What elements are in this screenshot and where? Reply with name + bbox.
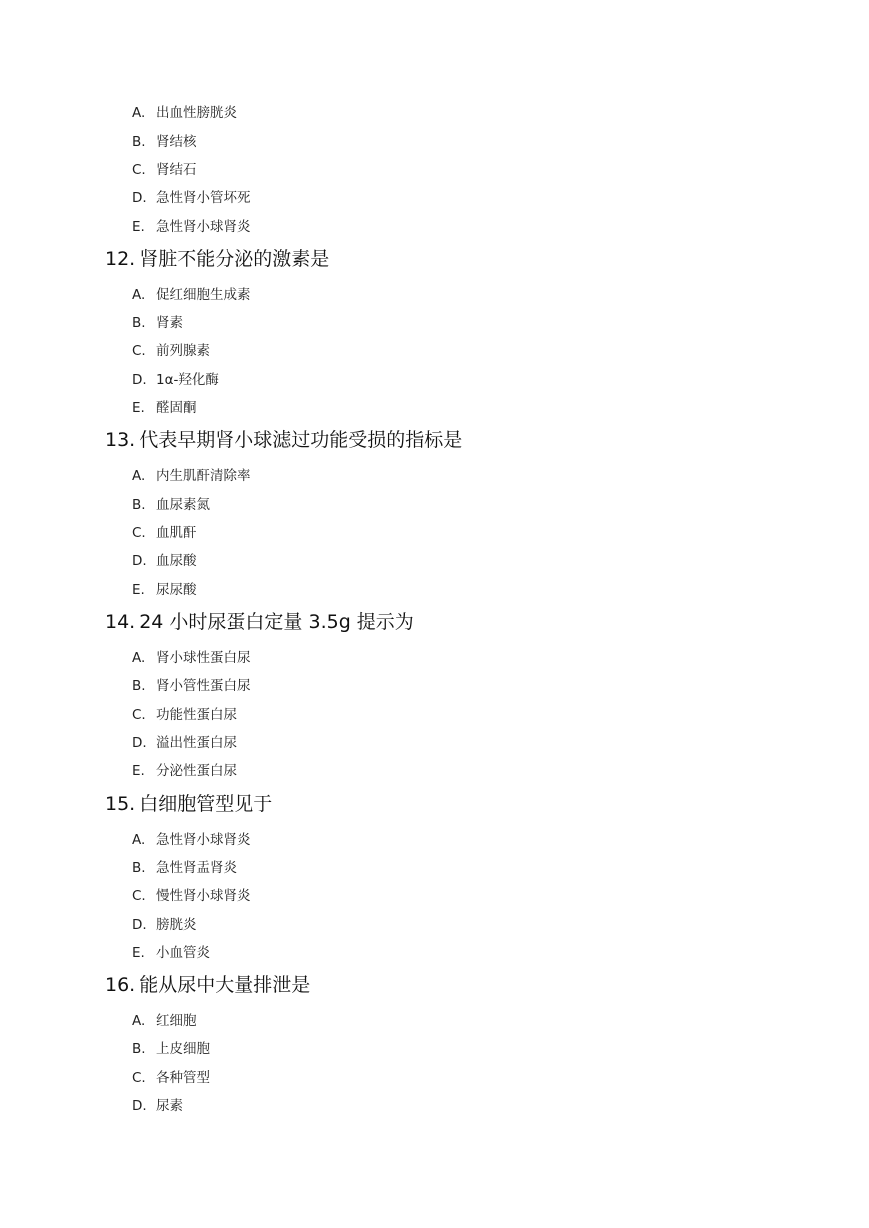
option-text: 肾结石 [156, 162, 197, 178]
option-14-a[interactable] [132, 648, 251, 668]
option-12-a[interactable] [132, 285, 251, 305]
option-letter: C. [132, 888, 146, 904]
option-14-e[interactable] [132, 761, 237, 781]
option-12-c[interactable] [132, 341, 210, 361]
option-text: 醛固酮 [156, 400, 197, 416]
option-text: 急性肾小管坏死 [156, 190, 251, 206]
option-11-b[interactable] [132, 132, 197, 152]
option-letter: D. [132, 190, 147, 206]
option-text: 尿素 [156, 1098, 183, 1114]
option-letter: B. [132, 134, 146, 150]
question-stem: 能从尿中大量排泄是 [139, 974, 311, 996]
option-15-e[interactable] [132, 943, 210, 963]
question-16-title [105, 971, 310, 999]
question-stem: 24 小时尿蛋白定量 3.5g 提示为 [139, 611, 414, 633]
option-15-c[interactable] [132, 886, 251, 906]
option-text: 分泌性蛋白尿 [156, 763, 237, 779]
option-text: 肾小管性蛋白尿 [156, 678, 251, 694]
option-text: 上皮细胞 [156, 1041, 210, 1057]
option-letter: E. [132, 582, 145, 598]
option-11-c[interactable] [132, 160, 197, 180]
option-letter: E. [132, 763, 145, 779]
option-text: 出血性膀胱炎 [156, 105, 237, 121]
question-number: 13. [105, 429, 136, 451]
option-letter: A. [132, 832, 146, 848]
option-15-a[interactable] [132, 830, 251, 850]
option-text: 1α-羟化酶 [156, 372, 219, 388]
option-letter: A. [132, 287, 146, 303]
option-text: 血尿素氮 [156, 497, 210, 513]
option-letter: D. [132, 917, 147, 933]
option-text: 肾素 [156, 315, 183, 331]
option-13-b[interactable] [132, 495, 210, 515]
option-letter: E. [132, 219, 145, 235]
option-letter: B. [132, 860, 146, 876]
option-letter: C. [132, 162, 146, 178]
option-11-a[interactable] [132, 103, 237, 123]
option-letter: B. [132, 678, 146, 694]
question-number: 14. [105, 611, 136, 633]
option-15-b[interactable] [132, 858, 237, 878]
option-letter: A. [132, 650, 146, 666]
question-number: 12. [105, 248, 136, 270]
option-letter: B. [132, 497, 146, 513]
option-13-d[interactable] [132, 551, 197, 571]
option-text: 各种管型 [156, 1070, 210, 1086]
option-11-e[interactable] [132, 217, 251, 237]
option-letter: A. [132, 1013, 146, 1029]
option-text: 膀胱炎 [156, 917, 197, 933]
option-letter: D. [132, 372, 147, 388]
question-number: 15. [105, 793, 136, 815]
option-13-c[interactable] [132, 523, 197, 543]
option-letter: D. [132, 735, 147, 751]
option-letter: E. [132, 945, 145, 961]
question-stem: 白细胞管型见于 [139, 793, 273, 815]
option-text: 尿尿酸 [156, 582, 197, 598]
option-letter: D. [132, 553, 147, 569]
option-text: 急性肾盂肾炎 [156, 860, 237, 876]
option-text: 促红细胞生成素 [156, 287, 251, 303]
option-12-d[interactable] [132, 370, 219, 390]
option-text: 肾结核 [156, 134, 197, 150]
option-text: 血尿酸 [156, 553, 197, 569]
option-text: 慢性肾小球肾炎 [156, 888, 251, 904]
option-text: 急性肾小球肾炎 [156, 219, 251, 235]
question-stem: 肾脏不能分泌的激素是 [139, 248, 330, 270]
question-stem: 代表早期肾小球滤过功能受损的指标是 [139, 429, 463, 451]
option-text: 红细胞 [156, 1013, 197, 1029]
option-14-c[interactable] [132, 705, 237, 725]
option-letter: C. [132, 1070, 146, 1086]
option-text: 小血管炎 [156, 945, 210, 961]
option-text: 溢出性蛋白尿 [156, 735, 237, 751]
option-16-b[interactable] [132, 1039, 210, 1059]
option-16-c[interactable] [132, 1068, 210, 1088]
option-11-d[interactable] [132, 188, 251, 208]
option-text: 急性肾小球肾炎 [156, 832, 251, 848]
option-text: 内生肌酐清除率 [156, 468, 251, 484]
option-15-d[interactable] [132, 915, 197, 935]
option-text: 前列腺素 [156, 343, 210, 359]
question-12-title [105, 245, 329, 273]
option-14-d[interactable] [132, 733, 237, 753]
option-16-a[interactable] [132, 1011, 197, 1031]
option-13-e[interactable] [132, 580, 197, 600]
option-12-b[interactable] [132, 313, 183, 333]
option-text: 血肌酐 [156, 525, 197, 541]
option-letter: B. [132, 1041, 146, 1057]
option-letter: C. [132, 525, 146, 541]
question-number: 16. [105, 974, 136, 996]
option-13-a[interactable] [132, 466, 251, 486]
option-letter: C. [132, 343, 146, 359]
option-text: 肾小球性蛋白尿 [156, 650, 251, 666]
option-letter: B. [132, 315, 146, 331]
option-16-d[interactable] [132, 1096, 183, 1116]
option-letter: E. [132, 400, 145, 416]
question-13-title [105, 426, 462, 454]
option-letter: D. [132, 1098, 147, 1114]
option-letter: A. [132, 105, 146, 121]
option-letter: C. [132, 707, 146, 723]
option-letter: A. [132, 468, 146, 484]
option-14-b[interactable] [132, 676, 251, 696]
question-15-title [105, 790, 272, 818]
question-14-title [105, 608, 414, 636]
option-12-e[interactable] [132, 398, 197, 418]
option-text: 功能性蛋白尿 [156, 707, 237, 723]
